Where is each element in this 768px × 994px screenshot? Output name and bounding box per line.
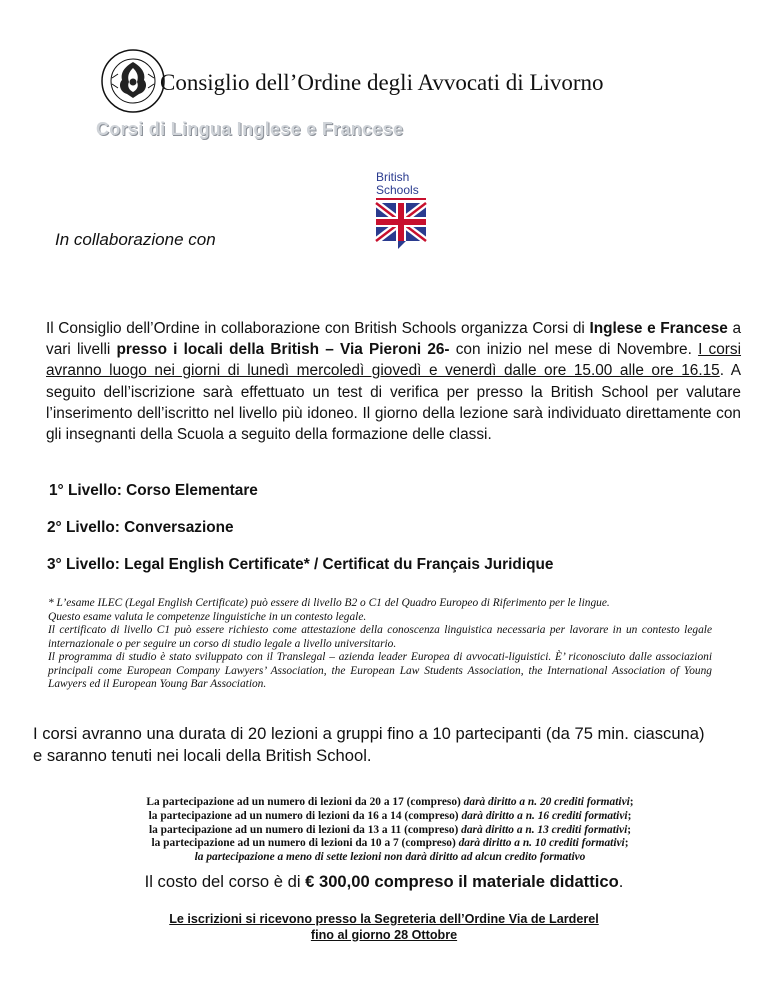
note-line: * L’esame ILEC (Legal English Certificate) può essere di livello B2 o C1 del Quadro Europeo di Riferimento per le lingue. [48,597,610,609]
note-line: Il programma di studio è stato sviluppato con il Translegal – azienda leader Europea di avvocati-liguistici. È’ riconosciuto dalle associazioni principali come European Company Lawyers’ Association, the European Law Students Association, the International Association of Young Lawyers ed il European Young Bar Association. [48,651,712,690]
level-2: 2° Livello: Conversazione [47,519,234,536]
level-1: 1° Livello: Corso Elementare [49,482,258,499]
bar-seal-logo [100,48,166,114]
credit-line: la partecipazione a meno di sette lezioni non darà diritto ad alcun credito formativo [194,851,586,864]
collaboration-label: In collaborazione con [55,230,216,249]
level-3: 3° Livello: Legal English Certificate* / Certificat du Français Juridique [47,556,554,573]
credit-line: la partecipazione ad un numero di lezioni da 13 a 11 (compreso) darà diritto a n. 13 crediti formativi; [148,823,632,836]
exam-notes [48,597,712,692]
credits-list [60,796,720,865]
svg-text:Schools: Schools [376,183,419,197]
enrollment-line-1: Le iscrizioni si ricevono presso la Segreteria dell’Ordine Via de Larderel [169,912,599,926]
course-subtitle: Corsi di Lingua Inglese e Francese [96,119,404,139]
credit-line: La partecipazione ad un numero di lezioni da 20 a 17 (compreso) darà diritto a n. 20 crediti formativi; [146,796,634,808]
intro-paragraph: Il Consiglio dell’Ordine in collaborazione con British Schools organizza Corsi di Inglese e Francese a vari livelli presso i locali della British – Via Pieroni 26- con inizio nel mese di Novembre. I corsi avranno luogo nei giorni di lunedì mercoledì giovedì e venerdì dalle ore 15.00 alle ore 16.15. A seguito dell’iscrizione sarà effettuato un test di verifica per presso la British School per valutare l’inserimento dell’iscritto nel livello più idoneo. Il giorno della lezione sarà individuato direttamente con gli insegnanti della Scuola a seguito della formazione delle classi. [46,320,742,444]
note-line: Questo esame valuta le competenze linguistiche in un contesto legale. [48,610,367,623]
course-cost: Il costo del corso è di € 300,00 compreso il materiale didattico. [144,872,624,891]
svg-text:British: British [376,170,410,184]
enrollment-info [0,912,768,943]
header-title: Consiglio dell’Ordine degli Avvocati di Livorno [160,70,604,95]
enrollment-line-2: fino al giorno 28 Ottobre [310,927,458,942]
british-schools-logo [372,167,434,251]
note-line: Il certificato di livello C1 può essere richiesto come attestazione della conoscenza linguistica necessaria per lavorare in un contesto legale internazionale o per seguire un corso di studio legale a livello universitario. [48,624,712,650]
duration-paragraph: I corsi avranno una durata di 20 lezioni a gruppi fino a 10 partecipanti (da 75 min. ciascuna) e saranno tenuti nei locali della British School. [33,724,705,765]
credit-line: la partecipazione ad un numero di lezioni da 10 a 7 (compreso) darà diritto a n. 10 crediti formativi; [151,837,629,850]
credit-line: la partecipazione ad un numero di lezioni da 16 a 14 (compreso) darà diritto a n. 16 crediti formativi; [148,809,632,822]
